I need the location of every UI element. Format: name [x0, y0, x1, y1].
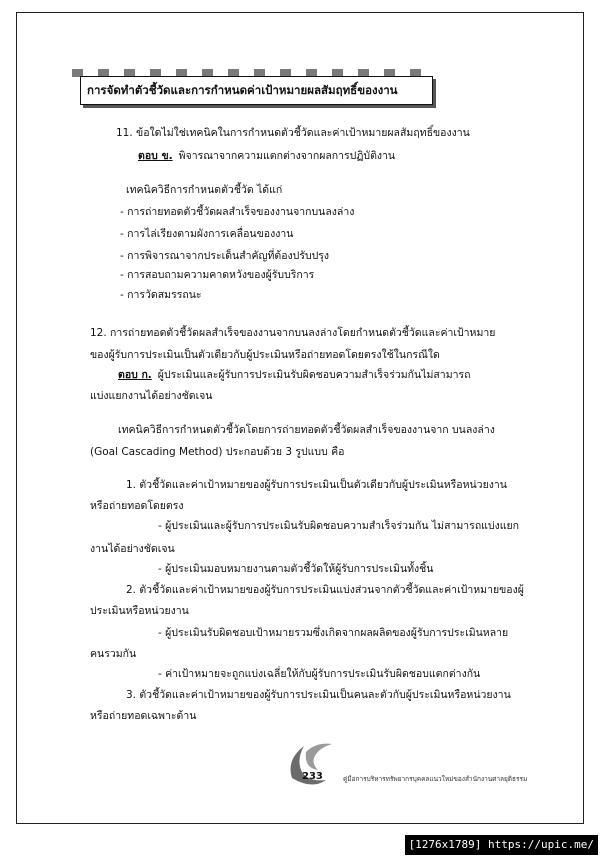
q11-question: 11. ข้อใดไม่ใช่เทคนิคในการกำหนดตัวชี้วัดและค่าเป้าหมายผลสัมฤทธิ์ของงาน — [116, 127, 470, 139]
pattern-1: 1. ตัวชี้วัดและค่าเป้าหมายของผู้รับการประเมินเป็นตัวเดียวกับผู้ประเมินหรือหน่วยงาน — [126, 479, 507, 491]
pattern-2-sub: - ค่าเป้าหมายจะถูกแบ่งเฉลี่ยให้กับผู้รับการประเมินรับผิดชอบแตกต่างกัน — [158, 668, 481, 680]
section-heading: การจัดทำตัวชี้วัดและการกำหนดค่าเป้าหมายผลสัมฤทธิ์ของงาน — [80, 76, 433, 105]
footer-logo-icon — [282, 738, 338, 790]
q11-item: - การวัดสมรรถนะ — [120, 289, 202, 301]
q11-item: - การพิจารณาจากประเด็นสำคัญที่ต้องปรับปรุง — [120, 250, 330, 262]
q11-item: - การสอบถามความคาดหวังของผู้รับบริการ — [120, 269, 315, 281]
footer-text: คู่มือการบริหารทรัพยากรบุคคลแนวใหม่ของสำนักงานศาลยุติธรรม — [343, 775, 528, 783]
q12-question-cont: ของผู้รับการประเมินเป็นตัวเดียวกับผู้ประเมินหรือถ่ายทอดโดยตรงใช้ในกรณีใด — [90, 349, 440, 361]
q12-explanation-cont: (Goal Cascading Method) ประกอบด้วย 3 รูปแบบ คือ — [90, 446, 345, 458]
q12-answer-cont: แบ่งแยกงานได้อย่างชัดเจน — [90, 390, 213, 402]
pattern-2: 2. ตัวชี้วัดและค่าเป้าหมายของผู้รับการประเมินแบ่งส่วนจากตัวชี้วัดและค่าเป้าหมายของผู้ — [126, 584, 524, 596]
pattern-1-cont: หรือถ่ายทอดโดยตรง — [90, 500, 184, 512]
page-number: 233 — [302, 771, 323, 782]
q11-answer — [138, 149, 395, 163]
q11-intro: เทคนิควิธีการกำหนดตัวชี้วัด ได้แก่ — [126, 184, 283, 196]
q11-answer-text: พิจารณาจากความแตกต่างจากผลการปฏิบัติงาน — [178, 150, 396, 162]
q11-item: - การไล่เรียงตามผังการเคลื่อนของงาน — [120, 228, 294, 240]
pattern-1-sub: - ผู้ประเมินมอบหมายงานตามตัวชี้วัดให้ผู้รับการประเมินทั้งชิ้น — [158, 563, 434, 575]
pattern-3: 3. ตัวชี้วัดและค่าเป้าหมายของผู้รับการประเมินเป็นคนละตัวกับผู้ประเมินหรือหน่วยงาน — [126, 689, 511, 701]
q12-answer-text: ผู้ประเมินและผู้รับการประเมินรับผิดชอบความสำเร็จร่วมกันไม่สามารถ — [157, 369, 471, 381]
pattern-2-sub-cont: คนรวมกัน — [90, 648, 137, 660]
q11-item: - การถ่ายทอดตัวชี้วัดผลสำเร็จของงานจากบนลงล่าง — [120, 206, 355, 218]
pattern-2-sub: - ผู้ประเมินรับผิดชอบเป้าหมายรวมซึ่งเกิดจากผลผลิตของผู้รับการประเมินหลาย — [158, 627, 509, 639]
watermark-label: [1276x1789] https://upic.me/ — [405, 835, 598, 855]
q12-answer-label: ตอบ ก. — [118, 369, 152, 381]
pattern-1-sub: - ผู้ประเมินและผู้รับการประเมินรับผิดชอบความสำเร็จร่วมกัน ไม่สามารถแบ่งแยก — [158, 520, 520, 532]
q12-question: 12. การถ่ายทอดตัวชี้วัดผลสำเร็จของงานจากบนลงล่างโดยกำหนดตัวชี้วัดและค่าเป้าหมาย — [90, 327, 496, 339]
q12-answer — [118, 368, 471, 382]
q11-answer-label: ตอบ ข. — [138, 150, 173, 162]
pattern-2-cont: ประเมินหรือหน่วยงาน — [90, 605, 189, 617]
q12-explanation: เทคนิควิธีการกำหนดตัวชี้วัดโดยการถ่ายทอดตัวชี้วัดผลสำเร็จของงานจาก บนลงล่าง — [118, 424, 495, 436]
pattern-3-cont: หรือถ่ายทอดเฉพาะด้าน — [90, 710, 197, 722]
pattern-1-sub-cont: งานได้อย่างชัดเจน — [90, 543, 175, 555]
